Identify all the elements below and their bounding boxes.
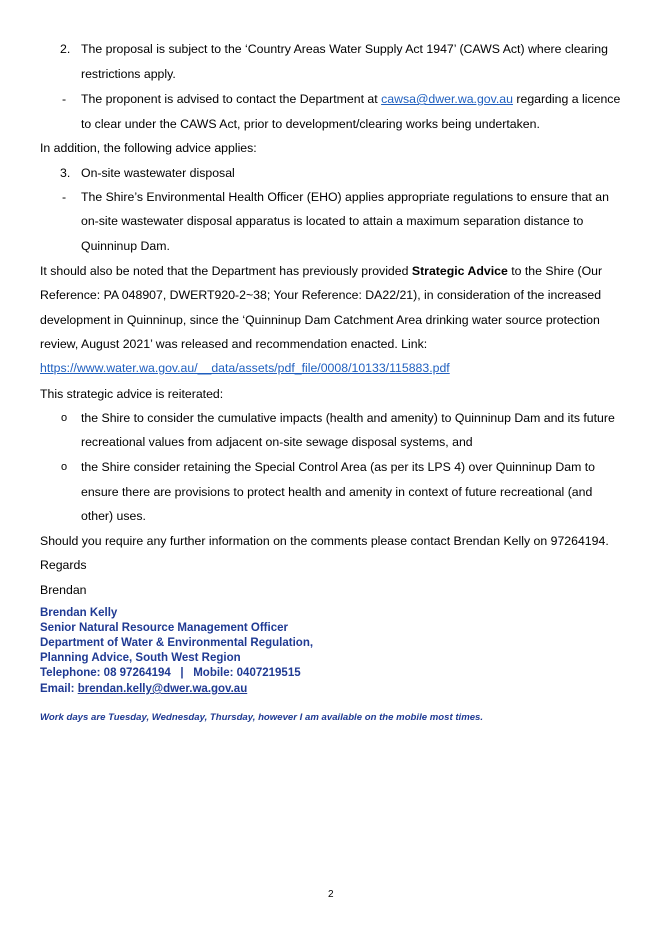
paragraph-line: to clear under the CAWS Act, prior to development/clearing works being undertaken. — [81, 117, 540, 131]
text-run: It should also be noted that the Department has previously provided — [40, 264, 412, 278]
paragraph-line: review, August 2021’ was released and recommendation enacted. Link: — [40, 337, 428, 351]
paragraph-line — [40, 263, 602, 279]
paragraph-line: Reference: PA 048907, DWERT920-2~38; Your Reference: DA22/21), in consideration of the increased — [40, 288, 602, 302]
text-run: regarding a licence — [512, 92, 621, 106]
signature-email-line — [40, 681, 247, 697]
paragraph-line: on-site wastewater disposal apparatus is located to attain a maximum separation distance to — [81, 214, 584, 228]
paragraph-line: The Shire’s Environmental Health Officer (EHO) applies appropriate regulations to ensure that an — [81, 190, 609, 204]
circle-bullet: o — [61, 412, 68, 424]
paragraph-line: restrictions apply. — [81, 67, 176, 81]
list-number-2: 2. — [60, 42, 71, 56]
paragraph-line: The proposal is subject to the ‘Country Areas Water Supply Act 1947’ (CAWS Act) where clearing — [81, 42, 608, 56]
closing-name: Brendan — [40, 583, 87, 597]
email-link[interactable]: cawsa@dwer.wa.gov.au — [381, 92, 513, 106]
strategic-advice-link[interactable]: https://www.water.wa.gov.au/__data/assets/pdf_file/0008/10133/115883.pdf — [40, 361, 450, 375]
paragraph-line: In addition, the following advice applies: — [40, 141, 257, 155]
paragraph-line: other) uses. — [81, 509, 146, 523]
signature-title: Senior Natural Resource Management Officer — [40, 622, 288, 634]
closing-regards: Regards — [40, 558, 87, 572]
paragraph-line: Should you require any further information on the comments please contact Brendan Kelly on 97264194. — [40, 534, 609, 548]
work-days-note: Work days are Tuesday, Wednesday, Thursday, however I am available on the mobile most times. — [40, 712, 484, 723]
dash-bullet: - — [62, 92, 67, 106]
text-run: The proponent is advised to contact the Department at — [81, 92, 382, 106]
signature-email-link[interactable]: brendan.kelly@dwer.wa.gov.au — [77, 683, 248, 695]
paragraph-line — [81, 91, 620, 107]
strategic-advice-bold: Strategic Advice — [411, 264, 508, 278]
paragraph-line: recreational values from adjacent on-site sewage disposal systems, and — [81, 435, 473, 449]
signature-region: Planning Advice, South West Region — [40, 652, 241, 664]
page-number: 2 — [328, 889, 334, 900]
signature-department: Department of Water & Environmental Regulation, — [40, 637, 314, 649]
text-run: to the Shire (Our — [507, 264, 603, 278]
paragraph-line: ensure there are provisions to protect health and amenity in context of future recreational (and — [81, 485, 593, 499]
dash-bullet: - — [62, 190, 67, 204]
paragraph-line: the Shire to consider the cumulative impacts (health and amenity) to Quinninup Dam and its future — [81, 411, 615, 425]
signature-name: Brendan Kelly — [40, 607, 118, 619]
list-item-heading: On-site wastewater disposal — [81, 166, 235, 180]
email-label: Email: — [40, 683, 78, 695]
list-number-3: 3. — [60, 166, 71, 180]
signature-phone: Telephone: 08 97264194 | Mobile: 0407219515 — [40, 667, 301, 679]
paragraph-line: the Shire consider retaining the Special Control Area (as per its LPS 4) over Quinninup Dam to — [81, 460, 596, 474]
paragraph-line: development in Quinninup, since the ‘Quinninup Dam Catchment Area drinking water source protection — [40, 313, 600, 327]
paragraph-line: Quinninup Dam. — [81, 239, 170, 253]
paragraph-line: This strategic advice is reiterated: — [40, 387, 224, 401]
circle-bullet: o — [61, 461, 68, 473]
